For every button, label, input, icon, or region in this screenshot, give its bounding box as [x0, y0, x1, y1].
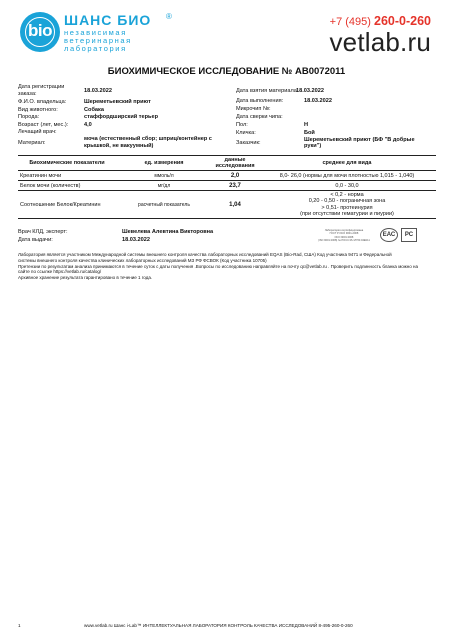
info-left-label: Ф.И.О. владельца: [18, 99, 67, 105]
brand-registered-mark: ® [166, 12, 172, 21]
info-right-value: 18.03.2022 [296, 87, 324, 94]
results-table [18, 155, 436, 219]
eac-mark-icon: ЕАС [380, 228, 398, 242]
info-right-value: 18.03.2022 [304, 98, 332, 104]
info-right [236, 84, 436, 154]
site-name: vetlab.ru [329, 27, 431, 57]
table-row [18, 171, 436, 181]
bio-logo-icon [20, 12, 60, 52]
test-value: 2,0 [212, 171, 258, 181]
certification-text [310, 229, 378, 243]
info-left-value: крышкой, не вакуумный) [84, 143, 154, 149]
info-right-label: Дата сверки чипа: [236, 114, 283, 120]
date-value: 18.03.2022 [122, 236, 150, 243]
info-left-label: Лечащий врач: [18, 129, 57, 135]
column-header: данные исследования [212, 156, 258, 171]
logo-text: bio [28, 21, 52, 40]
test-norm [258, 191, 436, 219]
phone-number [330, 14, 431, 28]
note-line: системы внешнего контроля качества клинических лабораторных исследований МЗ РФ ФСВОК (Код участника 10705) [18, 257, 267, 263]
info-left-label: Возраст (лет, мес.): [18, 121, 69, 128]
brand-name: ШАНС БИО [64, 12, 152, 28]
cert-line: ГОСТ Р ИСО 9001-2008 [329, 232, 359, 236]
norm-line: 0,20 - 0,50 - пограничная зона [308, 198, 386, 205]
norm-line: < 0,2 - норма [330, 192, 364, 198]
info-right-value: Шереметьевский приют (БФ "В добрые [304, 136, 415, 143]
column-header: ед. измерения [116, 156, 212, 171]
info-right-label: Дата взятия материала [236, 87, 297, 94]
info-left-label: Вид животного: [18, 106, 58, 113]
test-unit: расчетный показатель [116, 191, 212, 219]
document-title: БИОХИМИЧЕСКОЕ ИССЛЕДОВАНИЕ № АВ0072011 [107, 66, 346, 77]
test-name: Белок мочи (количеств) [18, 181, 116, 191]
cert-line: (ISO 9001:2008) № РОСС RU.И763.04ЕК11 [318, 239, 370, 243]
test-norm: 0,0 - 30,0 [258, 181, 436, 191]
column-header: Биохимические показатели [18, 156, 116, 171]
note-line: Лаборатория является участником Международной системы внешнего контроля качества лабораторных исследований EQAS (Bio-Rad, США) Код участника 9471 и Федеральной [18, 252, 392, 257]
info-right-label: Заказчик: [236, 140, 261, 146]
doctor-label: Врач КЛД, эксперт: [18, 229, 68, 235]
rs-mark-icon: РС [401, 228, 417, 242]
info-left-value: моча (естественный сбор; шприц/контейнер с [84, 136, 212, 142]
cert-line: ИСО 9001:2008 [334, 235, 354, 239]
date-label: Дата выдачи: [18, 236, 53, 243]
info-left-label: Материал: [18, 139, 46, 146]
info-right-value: Бой [304, 129, 315, 136]
table-header-row [18, 156, 436, 171]
cert-line: Лаборатория сертифицирована [324, 229, 364, 232]
info-right-label: Дата выполнения: [236, 98, 284, 104]
info-right-label: Пол: [236, 122, 248, 128]
column-header: среднее для вида [258, 156, 436, 171]
test-value: 23,7 [212, 181, 258, 191]
note-line: Архивное хранение результата гарантировано в течение 1 года. [18, 275, 153, 281]
doctor-name: Шевелева Алевтина Викторовна [122, 229, 214, 235]
info-left-value: 18.03.2022 [84, 87, 112, 94]
test-unit: мг/дл [116, 181, 212, 191]
page-header [0, 0, 453, 62]
footer-text: www.vetlab.ru Шанс i-Lab™ ИНТЕЛЛЕКТУАЛЬНАЯ ЛАБОРАТОРИЯ КОНТРОЛЬ КАЧЕСТВА ИССЛЕДОВАНИЙ 8-495-260-0-260 [84, 623, 353, 628]
page-number: 1 [18, 623, 21, 628]
table-row [18, 181, 436, 191]
info-right-value: руки") [304, 143, 322, 149]
note-line: сайте по ссылке https://vetlab.ru/catalog/ [18, 269, 102, 275]
info-right-value: Н [304, 122, 309, 128]
info-left-value: стаффордширский терьер [84, 114, 159, 120]
phone-prefix: +7 (495) [329, 16, 371, 28]
info-left-label: Дата регистрации [18, 84, 65, 90]
table-row [18, 191, 436, 219]
info-left [18, 84, 228, 154]
info-left-value: Собака [84, 106, 104, 113]
test-norm: 8,0- 26,0 (нормы для мочи плотностью 1,015 - 1,040) [258, 171, 436, 181]
brand-subtitle-line-2: ветеринарная [64, 36, 132, 45]
certification-marks [380, 228, 425, 246]
note-line: Претензии по результатам анализа принимаются в течение суток с даты получения .Вопросы по исследованию направляйте на почту qc@vetlab.ru . Проверить подлинность бланка можно на [18, 263, 418, 269]
test-name: Креатинин мочи [18, 171, 116, 181]
test-name: Соотношение Белок/Креатинин [18, 191, 116, 219]
norm-line: > 0,51- протеинурия [321, 204, 373, 211]
test-value: 1,04 [212, 191, 258, 219]
info-right-label: Кличка: [236, 129, 256, 136]
lab-notes [18, 252, 436, 281]
info-right-label: Микрочип №: [236, 106, 271, 112]
info-left-value: 4,0 [84, 121, 92, 128]
brand-subtitle-line-1: независимая [64, 28, 127, 37]
norm-line: (при отсутствии гематурии и пиурии) [300, 210, 394, 217]
info-left-value: Шереметьевский приют [84, 99, 151, 105]
info-left-label: Порода: [18, 114, 40, 120]
brand-subtitle-line-3: лаборатория [64, 44, 127, 53]
test-unit: ммоль/л [116, 171, 212, 181]
phone-main: 260-0-260 [374, 14, 431, 28]
info-left-label: заказа: [18, 90, 37, 97]
